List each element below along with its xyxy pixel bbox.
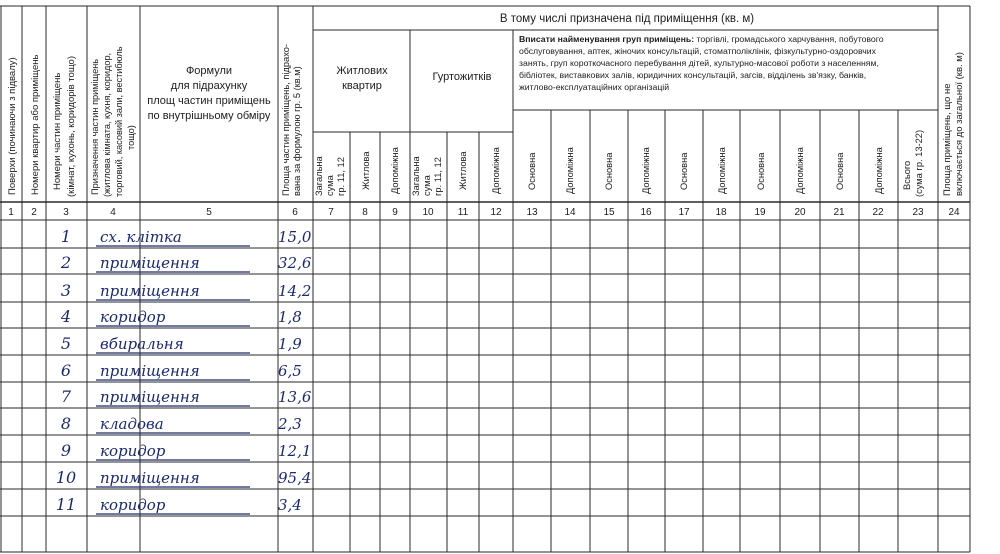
svg-text:площ частин приміщень: площ частин приміщень: [147, 95, 271, 107]
row-part-number: 5: [60, 334, 72, 353]
row-area: 13,6: [278, 388, 312, 406]
column-number: 21: [833, 207, 845, 218]
column-numbers: [8, 207, 960, 218]
header-dormitories: Гуртожитків: [432, 71, 492, 83]
column-number: 23: [912, 207, 924, 218]
row-purpose: кладова: [100, 415, 164, 433]
svg-text:Основна: Основна: [835, 152, 845, 190]
row-part-number: 10: [55, 468, 77, 487]
column-number: 5: [206, 207, 212, 218]
row-part-number: 4: [60, 307, 72, 326]
svg-text:сума: сума: [325, 175, 335, 196]
svg-text:Основна: Основна: [527, 152, 537, 190]
column-number: 12: [490, 207, 502, 218]
header-premises-groups: [519, 34, 884, 92]
svg-text:Допоміжна: Допоміжна: [795, 147, 805, 194]
row-purpose: коридор: [100, 442, 166, 460]
svg-text:по внутрішньому обміру: по внутрішньому обміру: [147, 110, 271, 122]
svg-text:Площа приміщень, що не: Площа приміщень, що не: [942, 83, 953, 196]
svg-text:Допоміжна: Допоміжна: [565, 147, 575, 194]
svg-text:Допоміжна: Допоміжна: [717, 147, 727, 194]
svg-text:Номери частин приміщень: Номери частин приміщень: [52, 72, 63, 190]
header-excluded-area: [942, 52, 965, 196]
row-part-number: 1: [60, 227, 72, 246]
row-purpose: приміщення: [100, 282, 200, 300]
row-area: 15,0: [278, 228, 312, 246]
column-number: 18: [715, 207, 727, 218]
column-number: 15: [603, 207, 615, 218]
column-number: 10: [422, 207, 434, 218]
svg-text:квартир: квартир: [342, 80, 382, 92]
svg-text:бібліотек, виставкових залів,: бібліотек, виставкових залів, юридичних консультацій, загсів, відділень зв'язку, банків,: [519, 70, 867, 80]
row-purpose: коридор: [100, 308, 166, 326]
header-part-numbers: [52, 56, 77, 197]
svg-text:Всього: Всього: [902, 160, 912, 190]
svg-text:Допоміжна: Допоміжна: [491, 147, 501, 194]
svg-text:Житлова: Житлова: [361, 151, 371, 190]
row-part-number: 9: [60, 441, 72, 460]
row-purpose: сх. клітка: [100, 228, 182, 246]
row-part-number: 11: [55, 495, 77, 514]
svg-text:Допоміжна: Допоміжна: [874, 147, 884, 194]
column-number: 24: [948, 207, 960, 218]
svg-text:Основна: Основна: [679, 152, 689, 190]
svg-text:для підрахунку: для підрахунку: [170, 80, 248, 92]
column-number: 22: [872, 207, 884, 218]
svg-text:Житлова: Житлова: [458, 151, 468, 190]
svg-text:Допоміжна: Допоміжна: [641, 147, 651, 194]
data-rows: [56, 227, 312, 514]
svg-text:Призначення частин приміщень: Призначення частин приміщень: [90, 58, 100, 195]
svg-text:Основна: Основна: [604, 152, 614, 190]
row-purpose: приміщення: [100, 254, 200, 272]
column-number: 17: [678, 207, 690, 218]
svg-text:Загальна: Загальна: [314, 156, 324, 196]
row-purpose: приміщення: [100, 388, 200, 406]
svg-text:сума: сума: [422, 175, 432, 196]
svg-text:гр. 11, 12: гр. 11, 12: [336, 157, 346, 196]
svg-text:(сума гр. 13-22): (сума гр. 13-22): [914, 129, 924, 197]
svg-text:торговий, касовий зали, вестиб: торговий, касовий зали, вестибюль: [114, 46, 124, 197]
column-number: 6: [292, 207, 298, 218]
column-number: 4: [110, 207, 116, 218]
header-group-title: В тому числі призначена під приміщення (кв. м): [499, 13, 755, 25]
row-area: 32,6: [278, 254, 312, 272]
svg-text:вана за формулою гр. 5 (кв.м): вана за формулою гр. 5 (кв.м): [292, 66, 302, 196]
svg-text:обслуговування, аптек, жіночих: обслуговування, аптек, жіночих консультацій, стоматполіклінік, фізкультурно-оздоровчих: [519, 46, 876, 56]
svg-text:(житлова кімната, кухня, корид: (житлова кімната, кухня, коридор,: [102, 52, 112, 197]
row-part-number: 7: [60, 387, 72, 406]
svg-text:Площа частин приміщень, підрах: Площа частин приміщень, підрахо-: [281, 43, 291, 196]
svg-text:занять, груп короткочасного пе: занять, груп короткочасного перебування дітей, культурно-масової роботи з населенням,: [519, 58, 879, 68]
svg-text:тощо): тощо): [126, 125, 136, 150]
svg-text:Вписати найменування груп прим: Вписати найменування груп приміщень: торгівлі, громадського харчування, побутового: [519, 34, 884, 44]
column-number: 1: [8, 207, 14, 218]
header-floors: Поверхи (починаючи з підвалу): [7, 57, 18, 195]
row-purpose: приміщення: [100, 469, 200, 487]
column-number: 19: [754, 207, 766, 218]
column-number: 13: [526, 207, 538, 218]
row-area: 1,9: [278, 335, 302, 353]
column-number: 9: [392, 207, 398, 218]
header-area: [281, 44, 302, 196]
svg-text:Основна: Основна: [756, 152, 766, 190]
row-area: 2,3: [278, 415, 302, 433]
row-area: 95,4: [278, 469, 312, 487]
row-part-number: 3: [60, 281, 72, 300]
row-purpose: приміщення: [100, 362, 200, 380]
row-part-number: 8: [60, 414, 72, 433]
row-part-number: 2: [60, 253, 72, 272]
svg-text:житлово-експлуатаційних органі: житлово-експлуатаційних організацій: [519, 82, 670, 92]
svg-text:Формули: Формули: [185, 65, 233, 77]
svg-text:Загальна: Загальна: [411, 156, 421, 196]
column-number: 8: [362, 207, 368, 218]
column-number: 2: [31, 207, 37, 218]
row-area: 1,8: [278, 308, 302, 326]
svg-text:(кімнат, кухонь, коридорів тощ: (кімнат, кухонь, коридорів тощо): [66, 55, 77, 197]
column-number: 20: [794, 207, 806, 218]
column-number: 14: [564, 207, 576, 218]
row-area: 3,4: [278, 496, 302, 514]
row-purpose: коридор: [100, 496, 166, 514]
subheaders: [314, 130, 924, 197]
row-area: 6,5: [278, 362, 302, 380]
header-formulas: [147, 65, 271, 122]
header-apartment-numbers: Номери квартир або приміщень: [30, 54, 41, 195]
row-part-number: 6: [60, 361, 72, 380]
svg-text:Житлових: Житлових: [336, 65, 388, 77]
svg-text:включається до загальної (кв.: включається до загальної (кв. м): [954, 52, 965, 196]
column-number: 3: [63, 207, 69, 218]
row-area: 14,2: [278, 282, 312, 300]
column-number: 16: [640, 207, 652, 218]
svg-text:гр. 11, 12: гр. 11, 12: [433, 157, 443, 196]
row-area: 12,1: [278, 442, 312, 460]
column-number: 11: [457, 207, 469, 218]
column-number: 7: [328, 207, 334, 218]
svg-text:Допоміжна: Допоміжна: [390, 147, 400, 194]
header-residential-apartments: [336, 65, 388, 92]
header-purpose: [90, 46, 136, 197]
row-purpose: вбиральня: [100, 335, 184, 353]
